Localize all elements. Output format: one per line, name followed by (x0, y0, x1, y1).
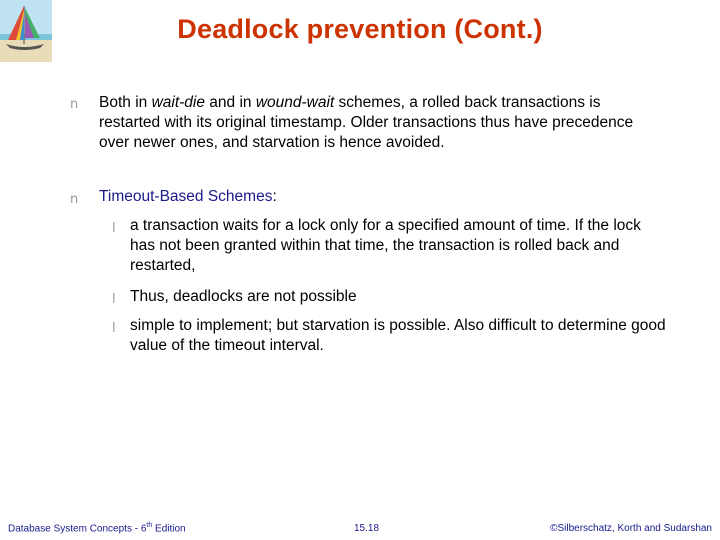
bullet-wait-die-wound-wait (99, 93, 664, 153)
slide-title: Deadlock prevention (Cont.) (177, 14, 543, 44)
bullet-marker-1: n (70, 97, 79, 112)
footer-book-title (8, 522, 186, 534)
sub-bullet-timeout-wait: a transaction waits for a lock only for a specified amount of time. If the lock has not been granted within that time, the transaction is rolled back and restarted, (130, 217, 641, 274)
footer-book-title-tail: Edition (152, 523, 186, 534)
bullet-1-em-wound-wait: wound-wait (255, 94, 335, 111)
timeout-heading-colon: : (272, 188, 277, 205)
sub-bullet-simple-implement: simple to implement; but starvation is possible. Also difficult to determine good value of the timeout interval. (130, 317, 666, 354)
footer-page-number: 15.18 (354, 523, 380, 534)
bullet-marker-2: n (70, 192, 79, 207)
bullet-1-text-c: schemes, a rolled back transactions is restarted with its original timestamp. Older transactions thus have precedence over newer ones, and starvation is hence avoided. (99, 94, 634, 151)
sub-bullet-marker-1: l (112, 221, 116, 236)
bullet-timeout-heading (99, 187, 664, 207)
bullet-1-em-wait-die: wait-die (151, 94, 205, 111)
timeout-heading-text: Timeout-Based Schemes (99, 188, 273, 205)
bullet-1-text-b: and in (204, 94, 256, 111)
footer-copyright: ©Silberschatz, Korth and Sudarshan (550, 523, 712, 534)
sub-bullet-marker-3: l (112, 321, 116, 336)
sub-bullet-no-deadlocks: Thus, deadlocks are not possible (130, 288, 357, 305)
footer-book-title-main: Database System Concepts - 6 (8, 523, 147, 534)
footer-book-title-sup: th (146, 521, 153, 529)
bullet-1-text-a: Both in (99, 94, 152, 111)
sub-bullet-marker-2: l (112, 292, 116, 307)
